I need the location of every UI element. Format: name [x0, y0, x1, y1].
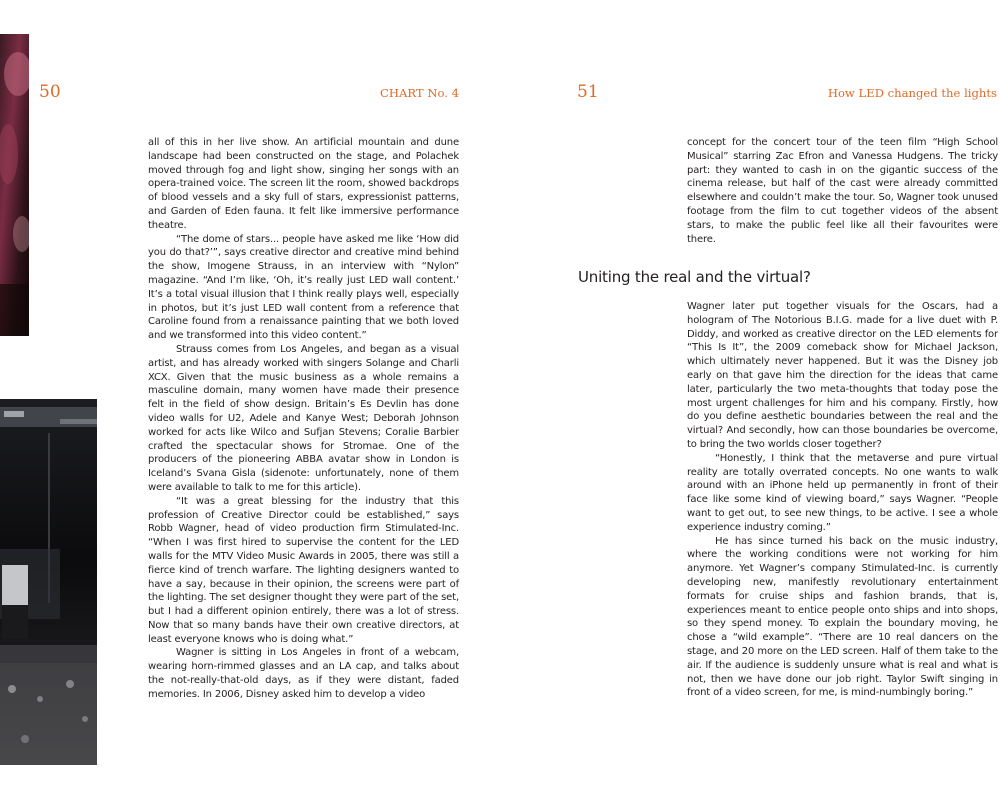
body-paragraph: “It was a great blessing for the industry that this profession of Creative Director could be established,” says Robb Wagner, head of video production firm Stimulated-Inc. “When I was first hired to supervise the content for the LED walls for the MTV Video Music Awards in 2005, there was still a fierce kind of trench warfare. The lighting designers wanted to have a say, because in their opinion, the screens were part of the lighting. The set designer thought they were part of the set, but I had a different opinion entirely, there was a lot of stress. Now that so many bands have their own creative directors, at least everyone knows who is doing what.” — [148, 495, 459, 645]
running-head-right: How LED changed the lights — [827, 86, 997, 100]
body-paragraph: “Honestly, I think that the metaverse and pure virtual reality are totally overrated concepts. No one wants to walk around with an iPhone held up permanently in front of their face like some kind of viewing board,” says Wagner. “People want to get out, to see new things, to be active. I see a whole experience industry coming.” — [687, 452, 998, 533]
body-paragraph: Strauss comes from Los Angeles, and began as a visual artist, and has already worked with singers Solange and Charli XCX. Given that the music business as a whole remains a masculine domain, many women have made their presence felt in the field of show design. Britain’s Es Devlin has done video walls for U2, Adele and Kanye West; Deborah Johnson worked for acts like Wilco and Sufjan Stevens; Coralie Barbier crafted the spectacular shows for Stromae. One of the producers of the pioneering ABBA avatar show in London is Iceland’s Svana Gisla (sidenote: unfortunately, none of them were available to talk to me for this article). — [148, 343, 459, 493]
concert-photo-crowd-pink — [0, 34, 29, 336]
running-head-left: CHART No. 4 — [380, 86, 459, 100]
concert-photo-arena-stage — [0, 399, 97, 765]
page-number-right: 51 — [577, 82, 599, 102]
body-paragraph: concept for the concert tour of the teen film “High School Musical” starring Zac Efron and Vanessa Hudgens. The tricky part: they wanted to cash in on the gigantic success of the cinema release, but half of the cast were already committed elsewhere and couldn’t make the tour. So, Wagner took unused footage from the film to cut together videos of the absent stars, to make the public feel like all their favourites were there. — [687, 137, 998, 245]
right-intro-column — [687, 136, 998, 246]
body-paragraph: Wagner later put together visuals for the Oscars, had a hologram of The Notorious B.I.G. made for a live duet with P. Diddy, and worked as creative director on the LED elements for “This Is It”, the 2009 comeback show for Michael Jackson, which ultimately never happened. But it was the Disney job early on that gave him the direction for the ideas that came later, particularly the two meta-thoughts that today pose the most urgent challenges for him and his company. Firstly, how do you define aesthetic boundaries between the real and the virtual? And secondly, how can those boundaries be overcome, to bring the two worlds closer together? — [687, 301, 998, 450]
page-number-left: 50 — [39, 82, 61, 102]
body-paragraph: Wagner is sitting in Los Angeles in front of a webcam, wearing horn-rimmed glasses and an LA cap, and talks about the not-really-that-old days, as if they were distant, faded memories. In 2006, Disney asked him to develop a video — [148, 647, 459, 700]
section-heading: Uniting the real and the virtual? — [578, 268, 811, 286]
right-body-column — [687, 300, 998, 700]
left-body-column — [148, 136, 459, 702]
body-paragraph: He has since turned his back on the music industry, where the working conditions were not working for him anymore. Yet Wagner’s company Stimulated-Inc. is currently developing new, manifestly revolutionary entertainment formats for cruise ships and fashion brands, that is, experiences meant to entice people onto ships and into shops, so they spend money. To explain the boundary moving, he chose a “wild example”. “There are 10 real dancers on the stage, and 20 more on the LED screen. Half of them take to the air. If the audience is suddenly unsure what is real and what is not, then we have done our job right. Taylor Swift singing in front of a video screen, for me, is mind-numbingly boring.” — [687, 535, 998, 699]
body-paragraph: all of this in her live show. An artificial mountain and dune landscape had been constructed on the stage, and Polachek moved through fog and light show, singing her songs with an opera-trained voice. The screen lit the room, showed backdrops of blood vessels and a sky full of stars, expressionist patterns, and Garden of Eden fauna. It felt like immersive performance theatre. — [148, 137, 459, 231]
body-paragraph: “The dome of stars... people have asked me like ‘How did you do that?’”, says creative director and creative mind behind the show, Imogene Strauss, in an interview with “Nylon” magazine. “And I’m like, ‘Oh, it’s really just LED wall content.’ It’s a total visual illusion that I think really plays well, especially in photos, but it’s just LED wall content from a reference that Caroline found from a renaissance painting that we both loved and we transformed into this video content.” — [148, 233, 459, 342]
